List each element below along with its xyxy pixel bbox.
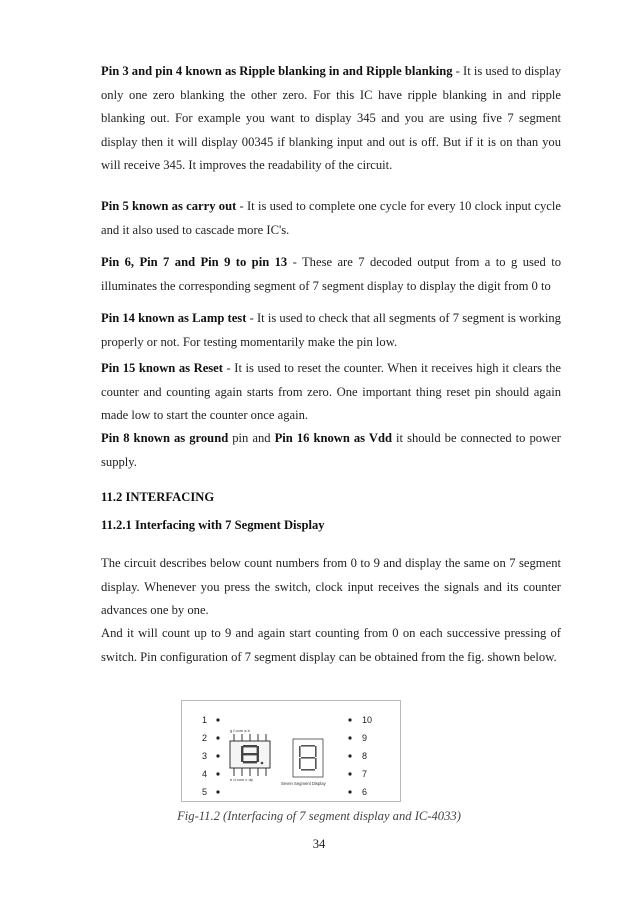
diagram-label: Seven Segment Display xyxy=(281,781,326,786)
pin-dot xyxy=(216,718,219,721)
pin-number-label: 10 xyxy=(362,715,373,725)
paragraph-pin3-4 xyxy=(101,60,561,178)
term-pin15: Pin 15 known as Reset xyxy=(101,361,223,375)
bottom-pin-labels: e d com c dp xyxy=(230,777,253,782)
page-number: 34 xyxy=(312,837,326,851)
paragraph-text: - It is used to complete one cycle for every 10 clock input cycle and it also used to cascade more IC's. xyxy=(101,199,561,237)
paragraph-text: - It is used to check that all segments of 7 segment is working properly or not. For testing momentarily make the pin low. xyxy=(101,311,561,349)
figure-seven-segment-pinout xyxy=(181,700,401,802)
paragraph-text: - It is used to display only one zero blanking the other zero. For this IC have ripple blanking in and ripple blanking out. For example you want to display 345 and you are using five 7 segment display then it will display 00345 if blanking input and out is off. But if it is on than you will receive 345. It improves the readability of the circuit. xyxy=(101,64,562,172)
term-pin16: Pin 16 known as Vdd xyxy=(274,431,392,445)
pin-dot xyxy=(348,718,351,721)
pin-number-label: 8 xyxy=(362,751,368,761)
pin-number-label: 2 xyxy=(202,733,208,743)
pin-dot xyxy=(348,772,351,775)
paragraph-count-description: And it will count up to 9 and again start counting from 0 on each successive pressing of switch. Pin configuration of 7 segment display can be obtained from the fig. shown below. xyxy=(101,626,561,664)
left-pin-list xyxy=(202,715,220,797)
top-pin-labels: g f com a b xyxy=(230,728,250,733)
seven-segment-package xyxy=(230,728,270,782)
pin-dot xyxy=(348,754,351,757)
pin-dot xyxy=(216,790,219,793)
paragraph-pin6-13 xyxy=(101,251,561,298)
pin-dot xyxy=(348,736,351,739)
term-pin3-4: Pin 3 and pin 4 known as Ripple blanking in and Ripple blanking xyxy=(101,64,453,78)
figure-caption: Fig-11.2 (Interfacing of 7 segment display and IC-4033) xyxy=(177,809,461,823)
pin-dot xyxy=(216,754,219,757)
pin-number-label: 3 xyxy=(202,751,208,761)
pin-dot xyxy=(216,772,219,775)
segment-map xyxy=(281,739,327,786)
paragraph-text: - These are 7 decoded output from a to g used to illuminates the corresponding segment of 7 segment display to display the digit from 0 to xyxy=(101,255,561,293)
pin-number-label: 7 xyxy=(362,769,368,779)
paragraph-pin8-16 xyxy=(101,427,561,474)
pin-number-label: 6 xyxy=(362,787,368,797)
subsection-heading: 11.2.1 Interfacing with 7 Segment Display xyxy=(101,518,325,532)
paragraph-text: - It is used to reset the counter. When it receives high it clears the counter and counting again starts from zero. One important thing reset pin should again made low to start the counter once again. xyxy=(101,361,561,422)
pin-number-label: 1 xyxy=(202,715,208,725)
paragraph-text: it should be connected to power supply. xyxy=(101,431,561,469)
pin-number-label: 9 xyxy=(362,733,368,743)
term-pin14: Pin 14 known as Lamp test xyxy=(101,311,247,325)
paragraph-pin5 xyxy=(101,195,561,242)
right-pin-list xyxy=(348,715,372,797)
section-heading: 11.2 INTERFACING xyxy=(101,490,215,504)
pin-number-label: 4 xyxy=(202,769,208,779)
pin-dot xyxy=(216,736,219,739)
pin-dot xyxy=(348,790,351,793)
seven-segment-diagram xyxy=(182,701,400,801)
paragraph-text: pin and xyxy=(228,431,275,445)
term-pin5: Pin 5 known as carry out xyxy=(101,199,237,213)
pin-number-label: 5 xyxy=(202,787,208,797)
term-pin8: Pin 8 known as ground xyxy=(101,431,229,445)
paragraph-circuit-description: The circuit describes below count numbers from 0 to 9 and display the same on 7 segment display. Whenever you press the switch, clock input receives the signals and its counter advances one by one. xyxy=(101,556,561,617)
paragraph-pin15 xyxy=(101,357,561,428)
paragraph-pin14 xyxy=(101,307,561,354)
term-pin6-13: Pin 6, Pin 7 and Pin 9 to pin 13 xyxy=(101,255,288,269)
